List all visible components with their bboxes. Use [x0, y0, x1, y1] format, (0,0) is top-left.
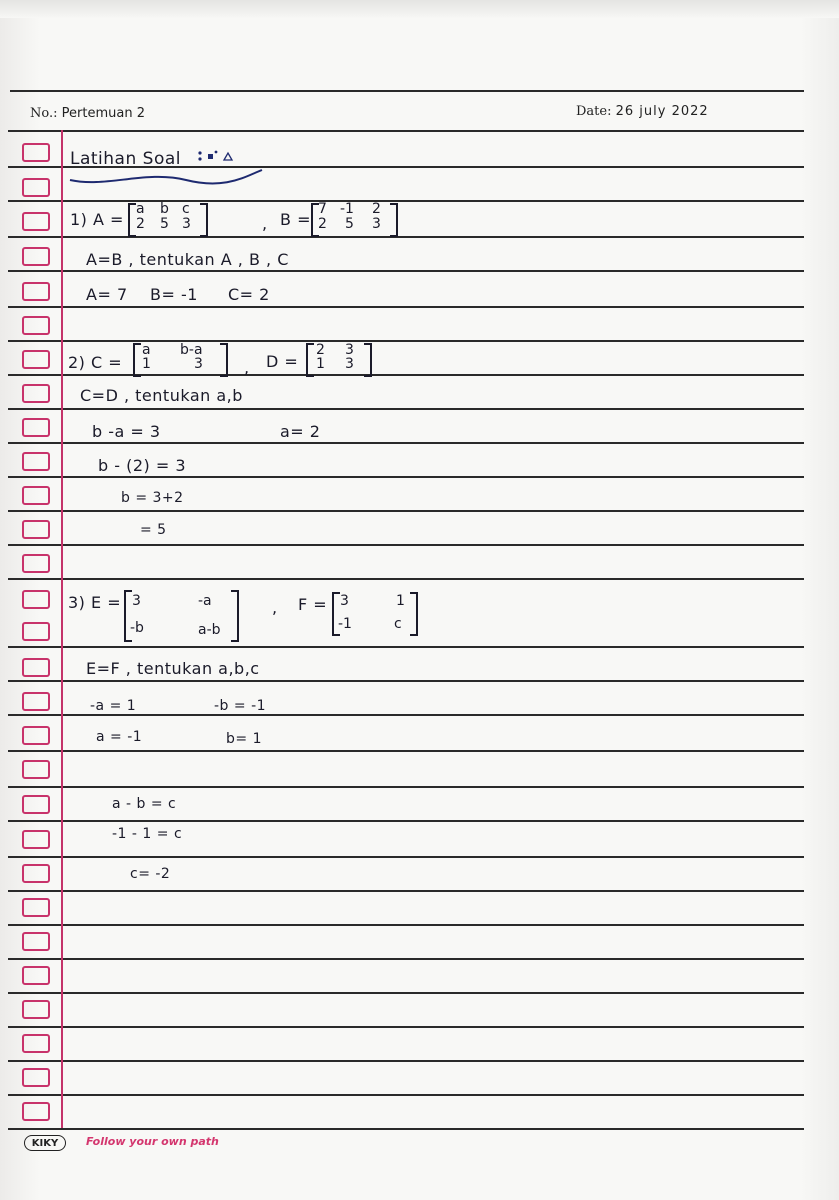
p1-b-label: B =	[280, 210, 311, 229]
p3-sub-c: -1 - 1 = c	[112, 826, 183, 842]
ruled-line	[8, 958, 804, 960]
p1-a-12: b	[160, 201, 169, 217]
brand-tagline: Follow your own path	[86, 1135, 219, 1148]
checkbox	[22, 486, 50, 505]
checkbox	[22, 212, 50, 231]
checkbox	[22, 554, 50, 573]
p3-f-label: F =	[298, 595, 328, 614]
p2-d-22: 3	[345, 356, 354, 372]
p2-c-11: a	[142, 342, 151, 358]
p2-task: C=D , tentukan a,b	[80, 386, 243, 405]
p1-answer-a: A= 7	[86, 285, 128, 304]
p3-f-22: c	[394, 616, 402, 632]
page-title: Latihan Soal	[70, 149, 181, 169]
p3-val-a: a = -1	[96, 729, 143, 745]
checkbox	[22, 658, 50, 677]
ruled-line	[8, 340, 804, 342]
checkbox	[22, 692, 50, 711]
checkbox	[22, 520, 50, 539]
ruled-line	[8, 924, 804, 926]
ruled-line	[10, 90, 804, 92]
checkbox	[22, 966, 50, 985]
checkbox	[22, 282, 50, 301]
ruled-line	[8, 510, 804, 512]
p1-a-13: c	[182, 201, 190, 217]
p3-comma: ,	[272, 598, 278, 617]
p3-task: E=F , tentukan a,b,c	[86, 659, 260, 678]
p1-a-22: 5	[160, 216, 169, 232]
ruled-line	[8, 646, 804, 648]
p3-eq-c: a - b = c	[112, 796, 177, 812]
p1-b-11: 7	[318, 201, 327, 217]
p2-step4: = 5	[140, 522, 167, 538]
ruled-line	[8, 544, 804, 546]
checkbox	[22, 864, 50, 883]
checkbox	[22, 178, 50, 197]
date-label: Date:	[576, 104, 612, 119]
checkbox	[22, 1000, 50, 1019]
p2-side-note: a= 2	[280, 422, 321, 441]
checkbox	[22, 830, 50, 849]
ruled-line	[8, 442, 804, 444]
p3-e-11: 3	[132, 593, 141, 609]
p1-a-21: 2	[136, 216, 145, 232]
p1-b-23: 3	[372, 216, 381, 232]
p3-matrix-e-right-bracket	[231, 590, 239, 642]
ruled-line	[8, 1060, 804, 1062]
checkbox	[22, 622, 50, 641]
ruled-line	[8, 200, 804, 202]
checkbox	[22, 760, 50, 779]
ruled-line	[8, 1128, 804, 1130]
p1-b-22: 5	[345, 216, 354, 232]
p1-b-21: 2	[318, 216, 327, 232]
p3-f-21: -1	[338, 616, 352, 632]
p1-label: 1) A =	[70, 210, 124, 229]
ruled-line	[8, 820, 804, 822]
p1-answer-c: C= 2	[228, 285, 270, 304]
ruled-line	[8, 1026, 804, 1028]
p3-label: 3) E =	[68, 593, 122, 612]
ruled-line	[8, 1094, 804, 1096]
p3-f-11: 3	[340, 593, 349, 609]
no-field	[30, 106, 145, 121]
p2-d-21: 1	[316, 356, 325, 372]
no-label: No.:	[30, 106, 58, 121]
ruled-line	[8, 856, 804, 858]
ruled-line	[8, 408, 804, 410]
title-underline-squiggle	[66, 166, 266, 190]
ruled-line	[8, 306, 804, 308]
p2-comma: ,	[244, 358, 250, 377]
margin-line	[61, 130, 63, 1128]
checkbox	[22, 590, 50, 609]
checkbox	[22, 350, 50, 369]
p3-e-12: -a	[198, 593, 212, 609]
checkbox	[22, 726, 50, 745]
p1-b-13: 2	[372, 201, 381, 217]
checkbox	[22, 1102, 50, 1121]
p1-b-12: -1	[340, 201, 354, 217]
checkbox	[22, 143, 50, 162]
checkbox	[22, 932, 50, 951]
checkbox	[22, 898, 50, 917]
p3-eq-b: -b = -1	[214, 698, 267, 714]
p3-matrix-f-right-bracket	[410, 592, 418, 636]
checkbox	[22, 1068, 50, 1087]
p2-c-22: 3	[194, 356, 203, 372]
checkbox	[22, 418, 50, 437]
p2-d-12: 3	[345, 342, 354, 358]
checkbox	[22, 452, 50, 471]
p3-e-21: -b	[130, 620, 144, 636]
p1-a-11: a	[136, 201, 145, 217]
checkbox	[22, 316, 50, 335]
date-field	[576, 104, 709, 119]
ruled-line	[8, 992, 804, 994]
ruled-line	[8, 680, 804, 682]
brand-logo: KIKY	[24, 1135, 66, 1151]
checkbox	[22, 1034, 50, 1053]
p2-c-12: b-a	[180, 342, 203, 358]
ruled-line	[8, 890, 804, 892]
p3-val-c: c= -2	[130, 866, 171, 882]
ruled-line	[8, 476, 804, 478]
p3-val-b: b= 1	[226, 731, 262, 747]
p2-step1: b -a = 3	[92, 422, 161, 441]
checkbox	[22, 384, 50, 403]
ruled-line	[8, 374, 804, 376]
p2-matrix-c-left-bracket	[133, 343, 141, 377]
p2-d-label: D =	[266, 352, 299, 371]
date-value: 26 july 2022	[615, 104, 709, 119]
p2-matrix-d-right-bracket	[364, 343, 372, 377]
no-value: Pertemuan 2	[61, 106, 145, 121]
p2-matrix-d-left-bracket	[306, 343, 314, 377]
p1-matrix-a-right-bracket	[200, 203, 208, 237]
top-edge-shadow	[0, 0, 839, 18]
ruled-line	[8, 786, 804, 788]
doodle-dots	[196, 148, 236, 164]
checkbox	[22, 247, 50, 266]
checkbox	[22, 795, 50, 814]
ruled-line	[8, 270, 804, 272]
p2-d-11: 2	[316, 342, 325, 358]
p2-matrix-c-right-bracket	[220, 343, 228, 377]
p2-label: 2) C =	[68, 353, 123, 372]
p2-step2: b - (2) = 3	[98, 456, 187, 475]
p1-a-23: 3	[182, 216, 191, 232]
p1-comma: ,	[262, 214, 268, 233]
ruled-line	[8, 750, 804, 752]
p3-e-22: a-b	[198, 622, 221, 638]
ruled-line	[8, 130, 804, 132]
p1-answer-b: B= -1	[150, 285, 198, 304]
p1-task: A=B , tentukan A , B , C	[86, 250, 289, 269]
p2-step3: b = 3+2	[121, 490, 184, 506]
p3-eq-a: -a = 1	[90, 698, 137, 714]
p1-matrix-b-right-bracket	[390, 203, 398, 237]
ruled-line	[8, 714, 804, 716]
p2-c-21: 1	[142, 356, 151, 372]
p1-matrix-a-left-bracket	[128, 203, 136, 237]
ruled-line	[8, 578, 804, 580]
p3-f-12: 1	[396, 593, 405, 609]
